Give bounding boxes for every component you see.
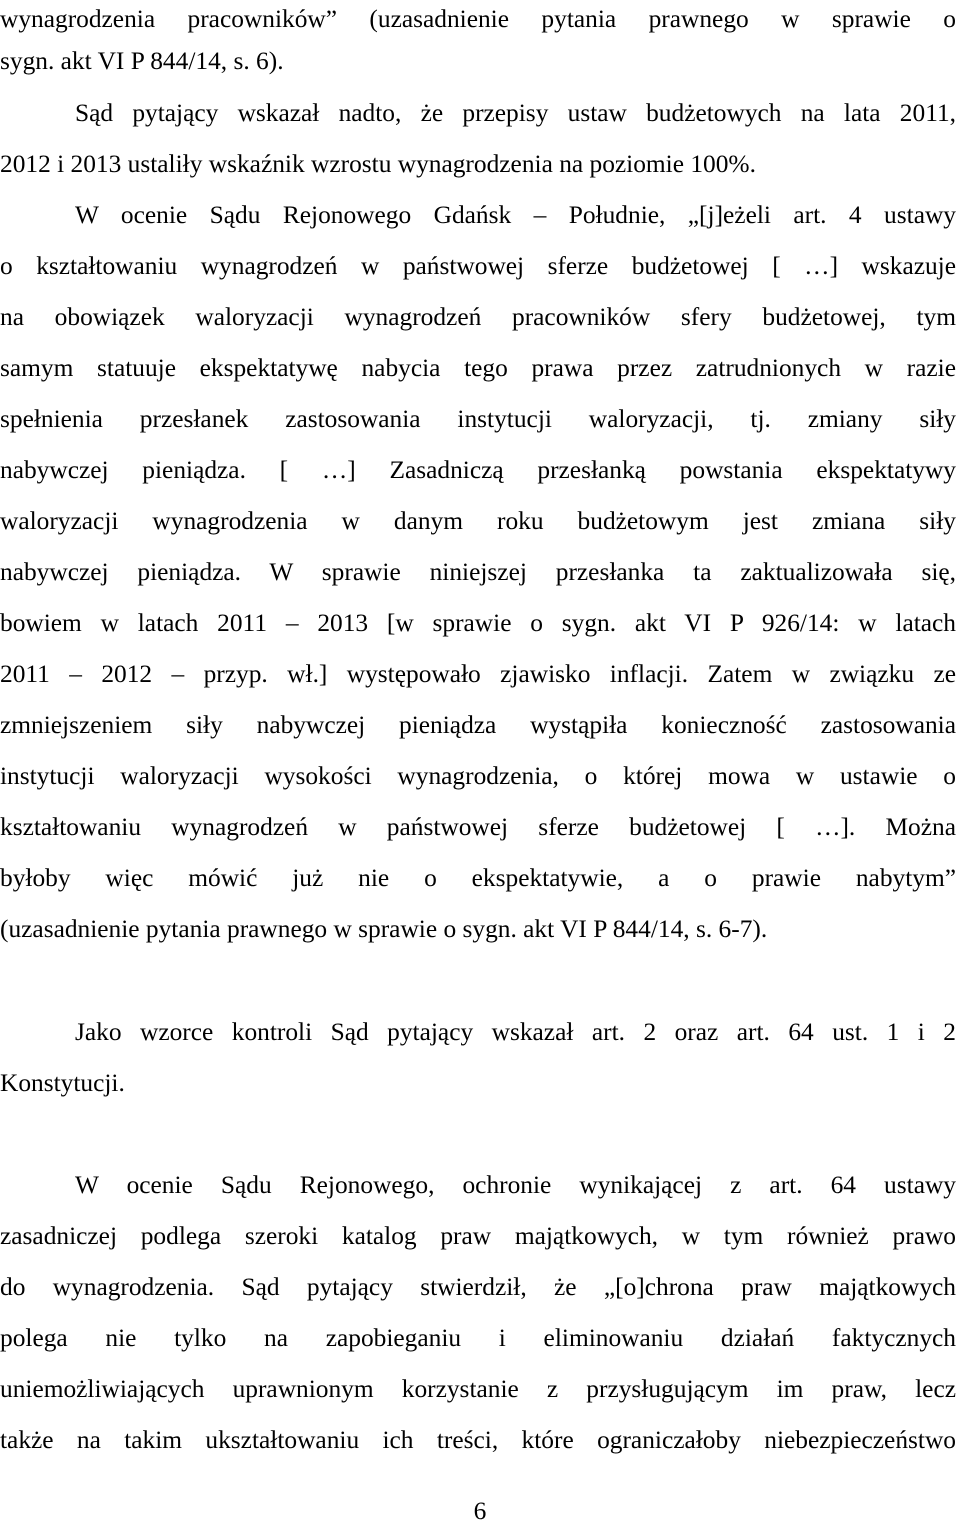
text-line: sygn. akt VI P 844/14, s. 6). — [0, 47, 284, 75]
text-line: bowiem w latach 2011 – 2013 [w sprawie o sygn. akt VI P 926/14: w latach — [0, 609, 956, 637]
text-line: 2012 i 2013 ustaliły wskaźnik wzrostu wynagrodzenia na poziomie 100%. — [0, 150, 756, 178]
page-number: 6 — [473, 1497, 487, 1525]
text-line: W ocenie Sądu Rejonowego Gdańsk – Południe, „[j]eżeli art. 4 ustawy — [75, 201, 956, 229]
text-line: Sąd pytający wskazał nadto, że przepisy ustaw budżetowych na lata 2011, — [75, 99, 956, 127]
text-line: Konstytucji. — [0, 1069, 125, 1097]
text-line: waloryzacji wynagrodzenia w danym roku budżetowym jest zmiana siły — [0, 507, 956, 535]
text-line: polega nie tylko na zapobieganiu i eliminowaniu działań faktycznych — [0, 1324, 956, 1352]
text-line: 2011 – 2012 – przyp. wł.] występowało zjawisko inflacji. Zatem w związku ze — [0, 660, 956, 688]
text-line: W ocenie Sądu Rejonowego, ochronie wynikającej z art. 64 ustawy — [75, 1171, 956, 1199]
text-line: na obowiązek waloryzacji wynagrodzeń pracowników sfery budżetowej, tym — [0, 303, 956, 331]
text-line: byłoby więc mówić już nie o ekspektatywie, a o prawie nabytym” — [0, 864, 956, 892]
text-line: zmniejszeniem siły nabywczej pieniądza wystąpiła konieczność zastosowania — [0, 711, 956, 739]
text-line: Jako wzorce kontroli Sąd pytający wskazał art. 2 oraz art. 64 ust. 1 i 2 — [75, 1018, 956, 1046]
text-line: kształtowaniu wynagrodzeń w państwowej sferze budżetowej [ …]. Można — [0, 813, 956, 841]
text-line: o kształtowaniu wynagrodzeń w państwowej sferze budżetowej [ …] wskazuje — [0, 252, 956, 280]
text-line: do wynagrodzenia. Sąd pytający stwierdził, że „[o]chrona praw majątkowych — [0, 1273, 956, 1301]
text-line: samym statuuje ekspektatywę nabycia tego prawa przez zatrudnionych w razie — [0, 354, 956, 382]
text-line: instytucji waloryzacji wysokości wynagrodzenia, o której mowa w ustawie o — [0, 762, 956, 790]
text-line: (uzasadnienie pytania prawnego w sprawie o sygn. akt VI P 844/14, s. 6-7). — [0, 915, 768, 943]
text-line: uniemożliwiających uprawnionym korzystanie z przysługującym im praw, lecz — [0, 1375, 956, 1403]
text-line: nabywczej pieniądza. W sprawie niniejszej przesłanka ta zaktualizowała się, — [0, 558, 956, 586]
text-line: nabywczej pieniądza. [ …] Zasadniczą przesłanką powstania ekspektatywy — [0, 456, 956, 484]
text-line: spełnienia przesłanek zastosowania instytucji waloryzacji, tj. zmiany siły — [0, 405, 956, 433]
text-line: także na takim ukształtowaniu ich treści, które ograniczałoby niebezpieczeństwo — [0, 1426, 956, 1454]
text-line: wynagrodzenia pracowników” (uzasadnienie pytania prawnego w sprawie o — [0, 5, 956, 33]
text-line: zasadniczej podlega szeroki katalog praw majątkowych, w tym również prawo — [0, 1222, 956, 1250]
